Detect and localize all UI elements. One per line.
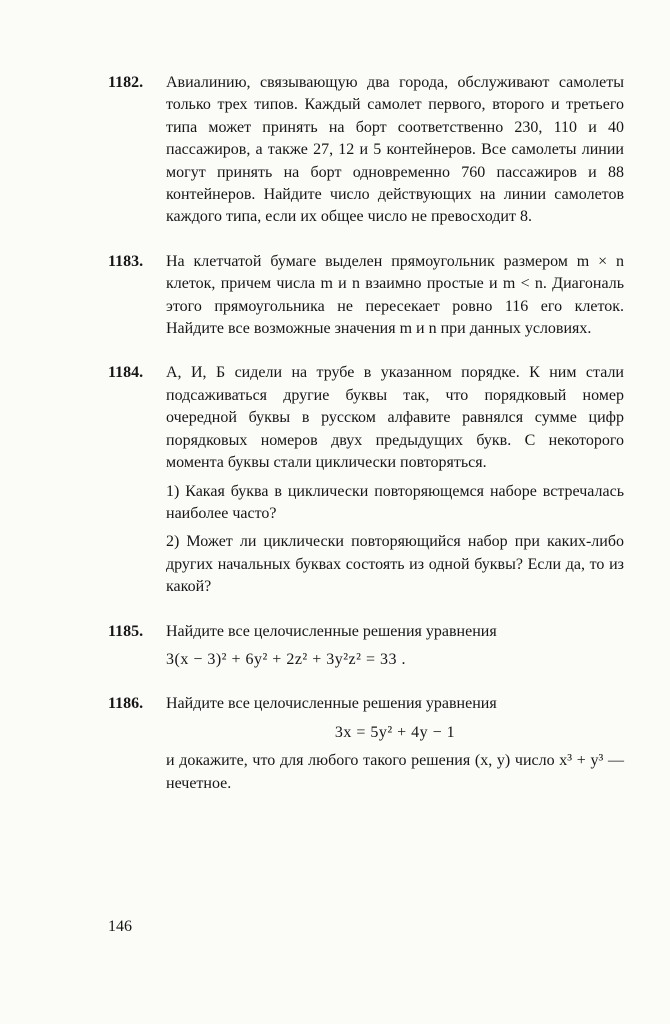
problem-body — [166, 72, 624, 229]
problem-body — [166, 621, 624, 672]
page-number: 146 — [108, 918, 132, 935]
problem-number: 1182. — [108, 74, 144, 91]
problem-text: Найдите все целочисленные решения уравнения — [166, 622, 497, 640]
problem-text: А, И, Б сидели на трубе в указанном порядке. К ним стали подсаживаться другие буквы так, что порядковый номер очередной буквы в русском алфавите равнялся сумме цифр порядковых номеров двух предыдущих букв. С некоторого момента буквы стали циклически повторяться. — [166, 364, 624, 472]
problem-formula: 3x = 5y² + 4y − 1 — [334, 723, 456, 741]
problem-text: На клетчатой бумаге выделен прямоугольник размером m × n клеток, причем числа m и n взаимно простые и m < n. Диагональ этого прямоугольника не пересекает ровно 116 его клеток. Найдите все возможные значения m и n при данных условиях. — [166, 252, 624, 338]
problem-1184 — [108, 362, 624, 598]
problem-formula: 3(x − 3)² + 6y² + 2z² + 3y²z² = 33 . — [166, 650, 406, 668]
problem-number: 1184. — [108, 364, 144, 382]
problem-subitem-2: 2) Может ли циклически повторяющийся набор при каких-либо других начальных буквах состоять из одной буквы? Если да, то из какой? — [166, 533, 624, 596]
problem-number: 1186. — [108, 695, 144, 713]
problem-subitem-1: 1) Какая буква в циклически повторяющемся наборе встречалась наиболее часто? — [166, 482, 624, 522]
problem-1185 — [108, 621, 624, 672]
problem-1183 — [108, 251, 624, 341]
problem-number: 1183. — [108, 252, 144, 270]
problem-1186 — [108, 693, 624, 795]
problem-text: Авиалинию, связывающую два города, обслуживают самолеты только трех типов. Каждый самолет первого, второго и третьего типа может принять на борт соответственно 230, 110 и 40 пассажиров, а также 27, 12 и 5 контейнеров. Все самолеты линии могут принять на борт одновременно 760 пассажиров и 88 контейнеров. Найдите число действующих на линии самолетов каждого типа, если их общее число не превосходит 8. — [166, 74, 624, 226]
problem-body — [166, 693, 624, 795]
problem-number: 1185. — [108, 622, 144, 640]
problem-body — [166, 362, 624, 598]
problem-body — [166, 251, 624, 341]
problem-text-after: и докажите, что для любого такого решения (x, y) число x³ + y³ — нечетное. — [166, 752, 624, 792]
problem-text: Найдите все целочисленные решения уравнения — [166, 695, 497, 713]
problem-1182 — [108, 72, 624, 229]
